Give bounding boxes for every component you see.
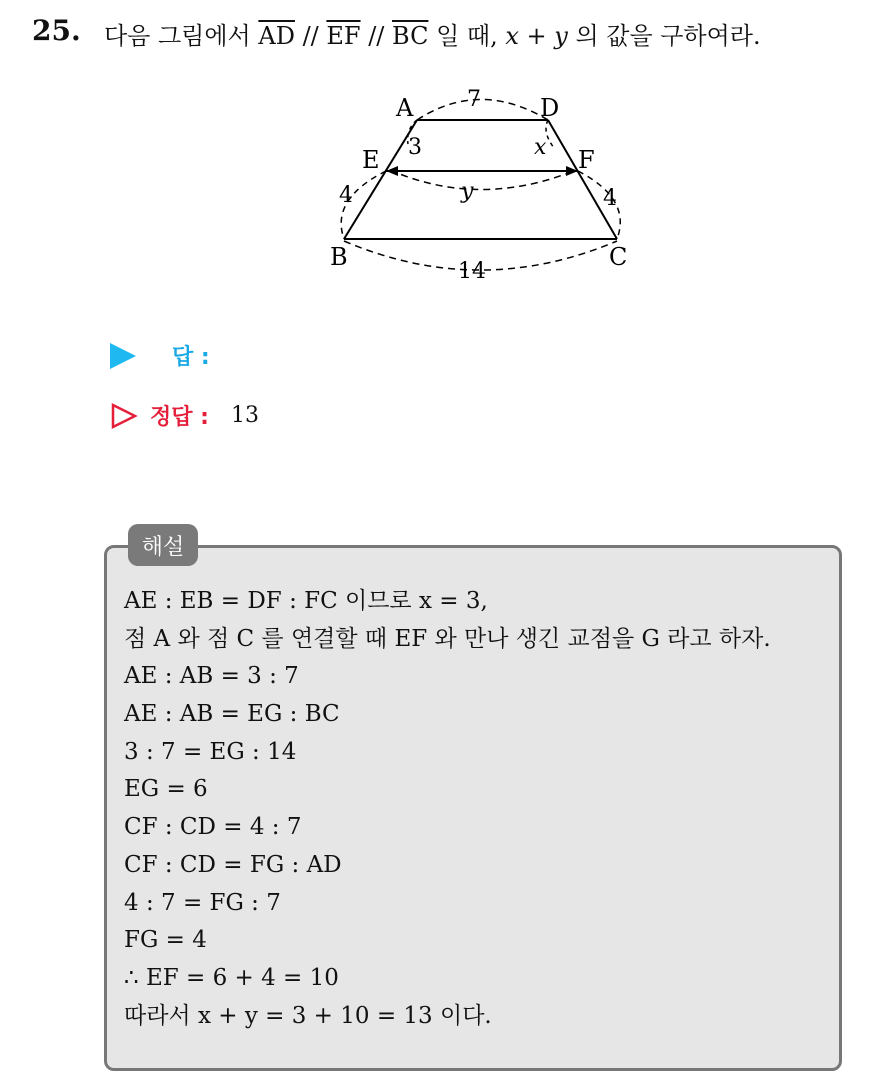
parallel-sign: // <box>294 22 327 50</box>
solution-line: AE : AB = EG : BC <box>124 701 340 728</box>
vertex-e-label: E <box>362 146 380 174</box>
key-label: 정답 : <box>150 405 209 430</box>
segment-ad: $\overline{AD}$ <box>258 22 295 50</box>
length-df-label: x <box>534 135 547 160</box>
outline-triangle-icon <box>110 402 138 430</box>
solution-line: 따라서 x + y = 3 + 10 = 13 이다. <box>124 1002 492 1029</box>
answer-label: 답 : <box>172 345 210 370</box>
parallel-sign: // <box>360 22 392 50</box>
question-mid: 일 때, <box>428 22 506 50</box>
key-row <box>110 400 259 431</box>
solution-line: 3 : 7 = EG : 14 <box>124 738 297 765</box>
question-number: 25. <box>32 14 81 47</box>
solution-line: CF : CD = 4 : 7 <box>124 814 302 841</box>
play-triangle-icon <box>110 343 136 369</box>
solution-line: 점 A 와 점 C 를 연결할 때 EF 와 만나 생긴 교점을 G 라고 하자. <box>124 625 771 652</box>
arc-ad <box>417 100 548 121</box>
solution-line: ∴ EF = 6 + 4 = 10 <box>124 964 339 991</box>
vertex-d-label: D <box>540 94 560 122</box>
solution-line: CF : CD = FG : AD <box>124 851 342 878</box>
key-value: 13 <box>230 403 259 428</box>
solution-line: FG = 4 <box>124 927 207 954</box>
question-suffix: 의 값을 구하여라. <box>567 22 761 50</box>
question-text <box>104 16 761 51</box>
vertex-b-label: B <box>330 243 348 271</box>
vertex-c-label: C <box>609 243 628 271</box>
length-ae-label: 3 <box>408 135 422 160</box>
segment-dc-line <box>548 120 617 239</box>
solution-line: AE : EB = DF : FC 이므로 x = 3, <box>124 588 488 614</box>
segment-ef: $\overline{EF}$ <box>326 22 361 50</box>
question-prefix: 다음 그림에서 <box>104 22 259 50</box>
length-fc-label: 4 <box>603 186 617 211</box>
arc-ef <box>390 170 576 190</box>
length-eb-label: 4 <box>339 183 353 208</box>
solution-line: AE : AB = 3 : 7 <box>124 663 299 690</box>
solution-lines <box>124 583 771 1035</box>
length-bc-label: 14 <box>458 259 486 284</box>
solution-line: 4 : 7 = FG : 7 <box>124 889 281 916</box>
vertex-a-label: A <box>396 94 414 122</box>
question-expression: x + y <box>505 22 568 50</box>
answer-row <box>110 340 210 371</box>
length-ef-label: y <box>461 179 474 204</box>
trapezoid-figure <box>320 84 640 284</box>
length-ad-label: 7 <box>467 87 481 112</box>
segment-bc: $\overline{BC}$ <box>392 22 429 50</box>
solution-line: EG = 6 <box>124 776 208 803</box>
segment-ab-line <box>344 120 417 239</box>
solution-tag: 해설 <box>128 524 198 566</box>
vertex-f-label: F <box>578 146 595 174</box>
